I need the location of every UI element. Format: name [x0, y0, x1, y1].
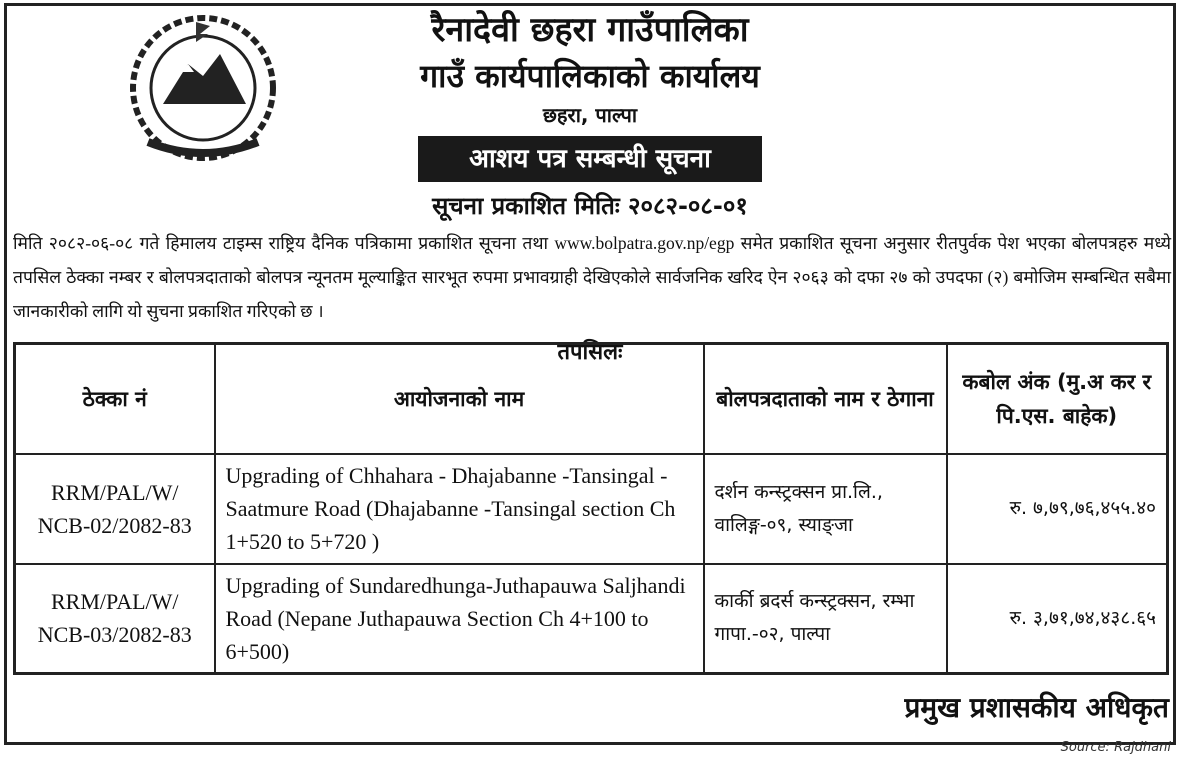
amount: रु. ३,७१,७४,४३८.६५	[947, 564, 1168, 674]
details-heading: तपसिलः	[557, 340, 623, 365]
published-date: सूचना प्रकाशित मितिः २०८२-०८-०१	[432, 192, 748, 220]
contract-no: RRM/PAL/W/ NCB-03/2082-83	[15, 564, 215, 674]
amount: रु. ७,७९,७६,४५५.४०	[947, 454, 1168, 564]
header-bidder: बोलपत्रदाताको नाम र ठेगाना	[704, 344, 947, 454]
project-name: Upgrading of Sundaredhunga-Juthapauwa Saljhandi Road (Nepane Juthapauwa Section Ch 4+100 to 6+500)	[215, 564, 704, 674]
notice-title: आशय पत्र सम्बन्धी सूचना	[418, 136, 762, 182]
office-name: गाउँ कार्यपालिकाको कार्यालय	[420, 57, 760, 95]
table-row	[15, 454, 1168, 564]
office-location: छहरा, पाल्पा	[542, 103, 638, 127]
table-row	[15, 564, 1168, 674]
project-name: Upgrading of Chhahara - Dhajabanne -Tansingal - Saatmure Road (Dhajabanne -Tansingal section Ch 1+520 to 5+720 )	[215, 454, 704, 564]
header-contract-no: ठेक्का नं	[15, 344, 215, 454]
signatory-title: प्रमुख प्रशासकीय अधिकृत	[904, 691, 1169, 724]
notice-body: मिति २०८२-०६-०८ गते हिमालय टाइम्स राष्ट्रिय दैनिक पत्रिकामा प्रकाशित सूचना तथा www.bolpatra.gov.np/egp समेत प्रकाशित सूचना अनुसार रीतपुर्वक पेश भएका बोलपत्रहरु मध्ये तपसिल ठेक्का नम्बर र बोलपत्रदाताको बोलपत्र न्यूनतम मूल्याङ्कित सारभूत रुपमा प्रभावग्राही देखिएकोले सार्वजनिक खरिद ऐन २०६३ को दफा २७ को उपदफा (२) बमोजिम सम्बन्धित सबैमा जानकारीको लागि यो सुचना प्रकाशित गरिएको छ ।	[13, 233, 1171, 321]
contract-no: RRM/PAL/W/ NCB-02/2082-83	[15, 454, 215, 564]
municipality-name: रैनादेवी छहरा गाउँपालिका	[431, 10, 749, 50]
bidder: कार्की ब्रदर्स कन्स्ट्रक्सन, रम्भा गापा.-०२, पाल्पा	[704, 564, 947, 674]
table-header-row	[15, 344, 1168, 454]
header-amount: कबोल अंक (मु.अ कर र पि.एस. बाहेक)	[947, 344, 1168, 454]
bidder: दर्शन कन्स्ट्रक्सन प्रा.लि., वालिङ्ग-०९, स्याङ्जा	[704, 454, 947, 564]
header-project-name: आयोजनाको नाम	[215, 344, 704, 454]
source-credit: Source: Rajdhani	[1060, 740, 1171, 755]
government-emblem-logo	[128, 14, 278, 162]
contracts-table	[13, 342, 1169, 675]
